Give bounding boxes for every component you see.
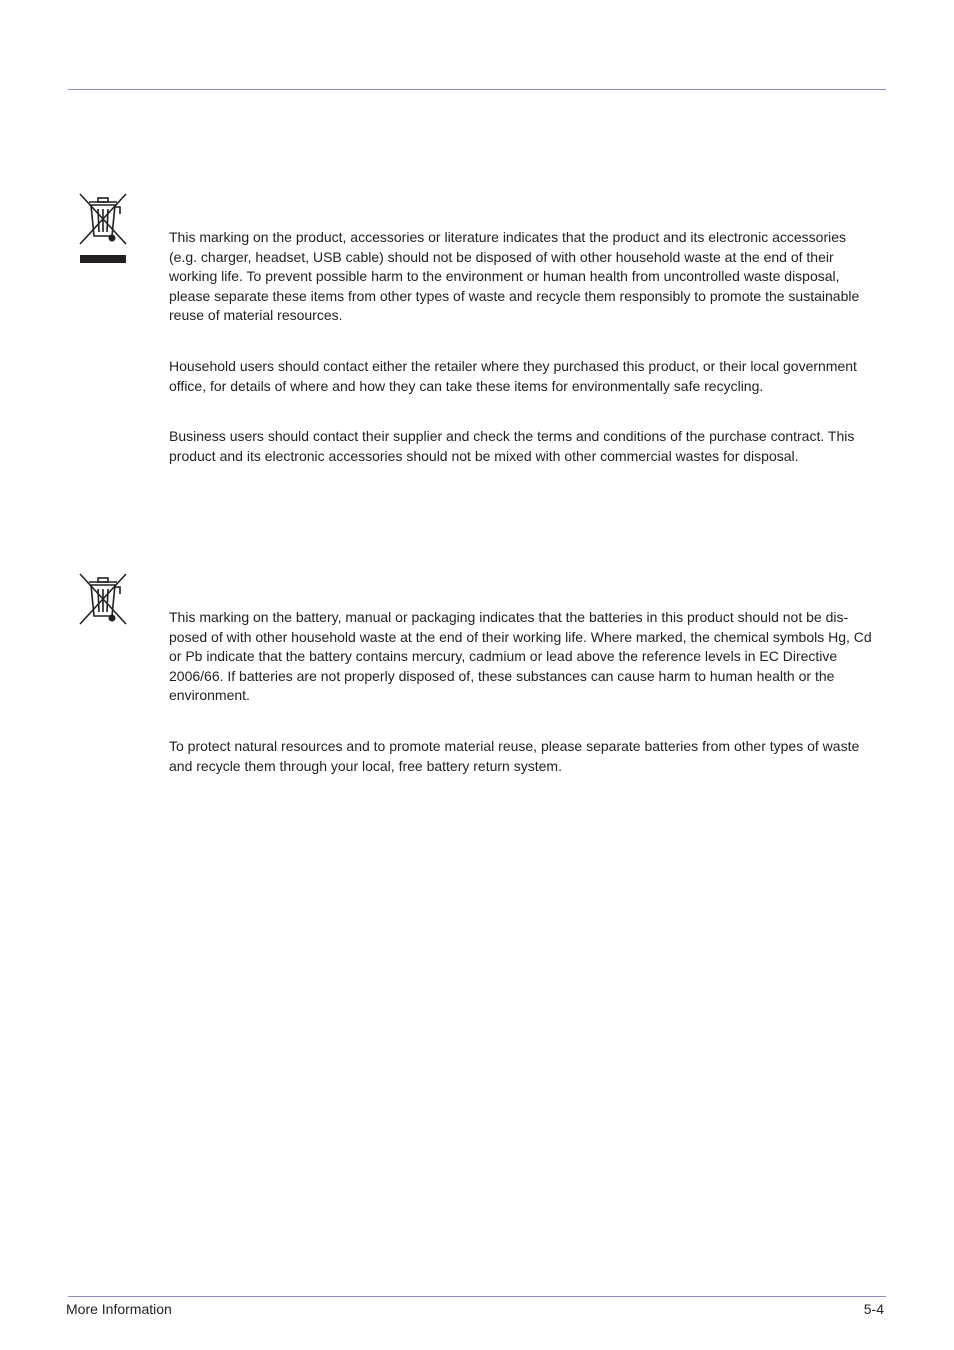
crossed-out-wheelie-bin-icon (76, 572, 130, 630)
paragraph: This marking on the product, accessories or literature indicates that the product and its electronic accessories (e.g. charger, headset, USB cable) should not be disposed of with other household waste at the end of their working life. To prevent possible harm to the environment or human health from uncontrolled waste disposal, please separate these items from other types of waste and recycle them responsibly to promote the sustainable reuse of material resources. (169, 229, 860, 324)
header-rule (68, 89, 886, 90)
paragraph: Household users should contact either the retailer where they purchased this product, or their local government office, for details of where and how they can take these items for environmentally safe recycling. (169, 357, 857, 394)
footer-section-title: More Information (66, 1301, 172, 1317)
footer-rule (68, 1296, 886, 1297)
page-number: 5-4 (863, 1301, 884, 1317)
paragraph: To protect natural resources and to promote material reuse, please separate batteries from other types of waste and recycle them through your local, free battery return system. (169, 737, 860, 774)
crossed-out-wheelie-bin-with-bar-icon (76, 192, 130, 266)
paragraph: Business users should contact their supplier and check the terms and conditions of the purchase contract. This product and its electronic accessories should not be mixed with other commercial wastes for disposal. (169, 428, 855, 464)
weee-product-text (169, 228, 877, 497)
paragraph: This marking on the battery, manual or packaging indicates that the batteries in this product should not be dis-posed of with other household waste at the end of their working life. Where marked, the chemical symbols Hg, Cd or Pb indicate that the battery contains mercury, cadmium or lead above the reference levels in EC Directive 2006/66. If batteries are not properly disposed of, these substances can cause harm to human health or the environment. (169, 609, 872, 704)
battery-text (169, 608, 877, 807)
